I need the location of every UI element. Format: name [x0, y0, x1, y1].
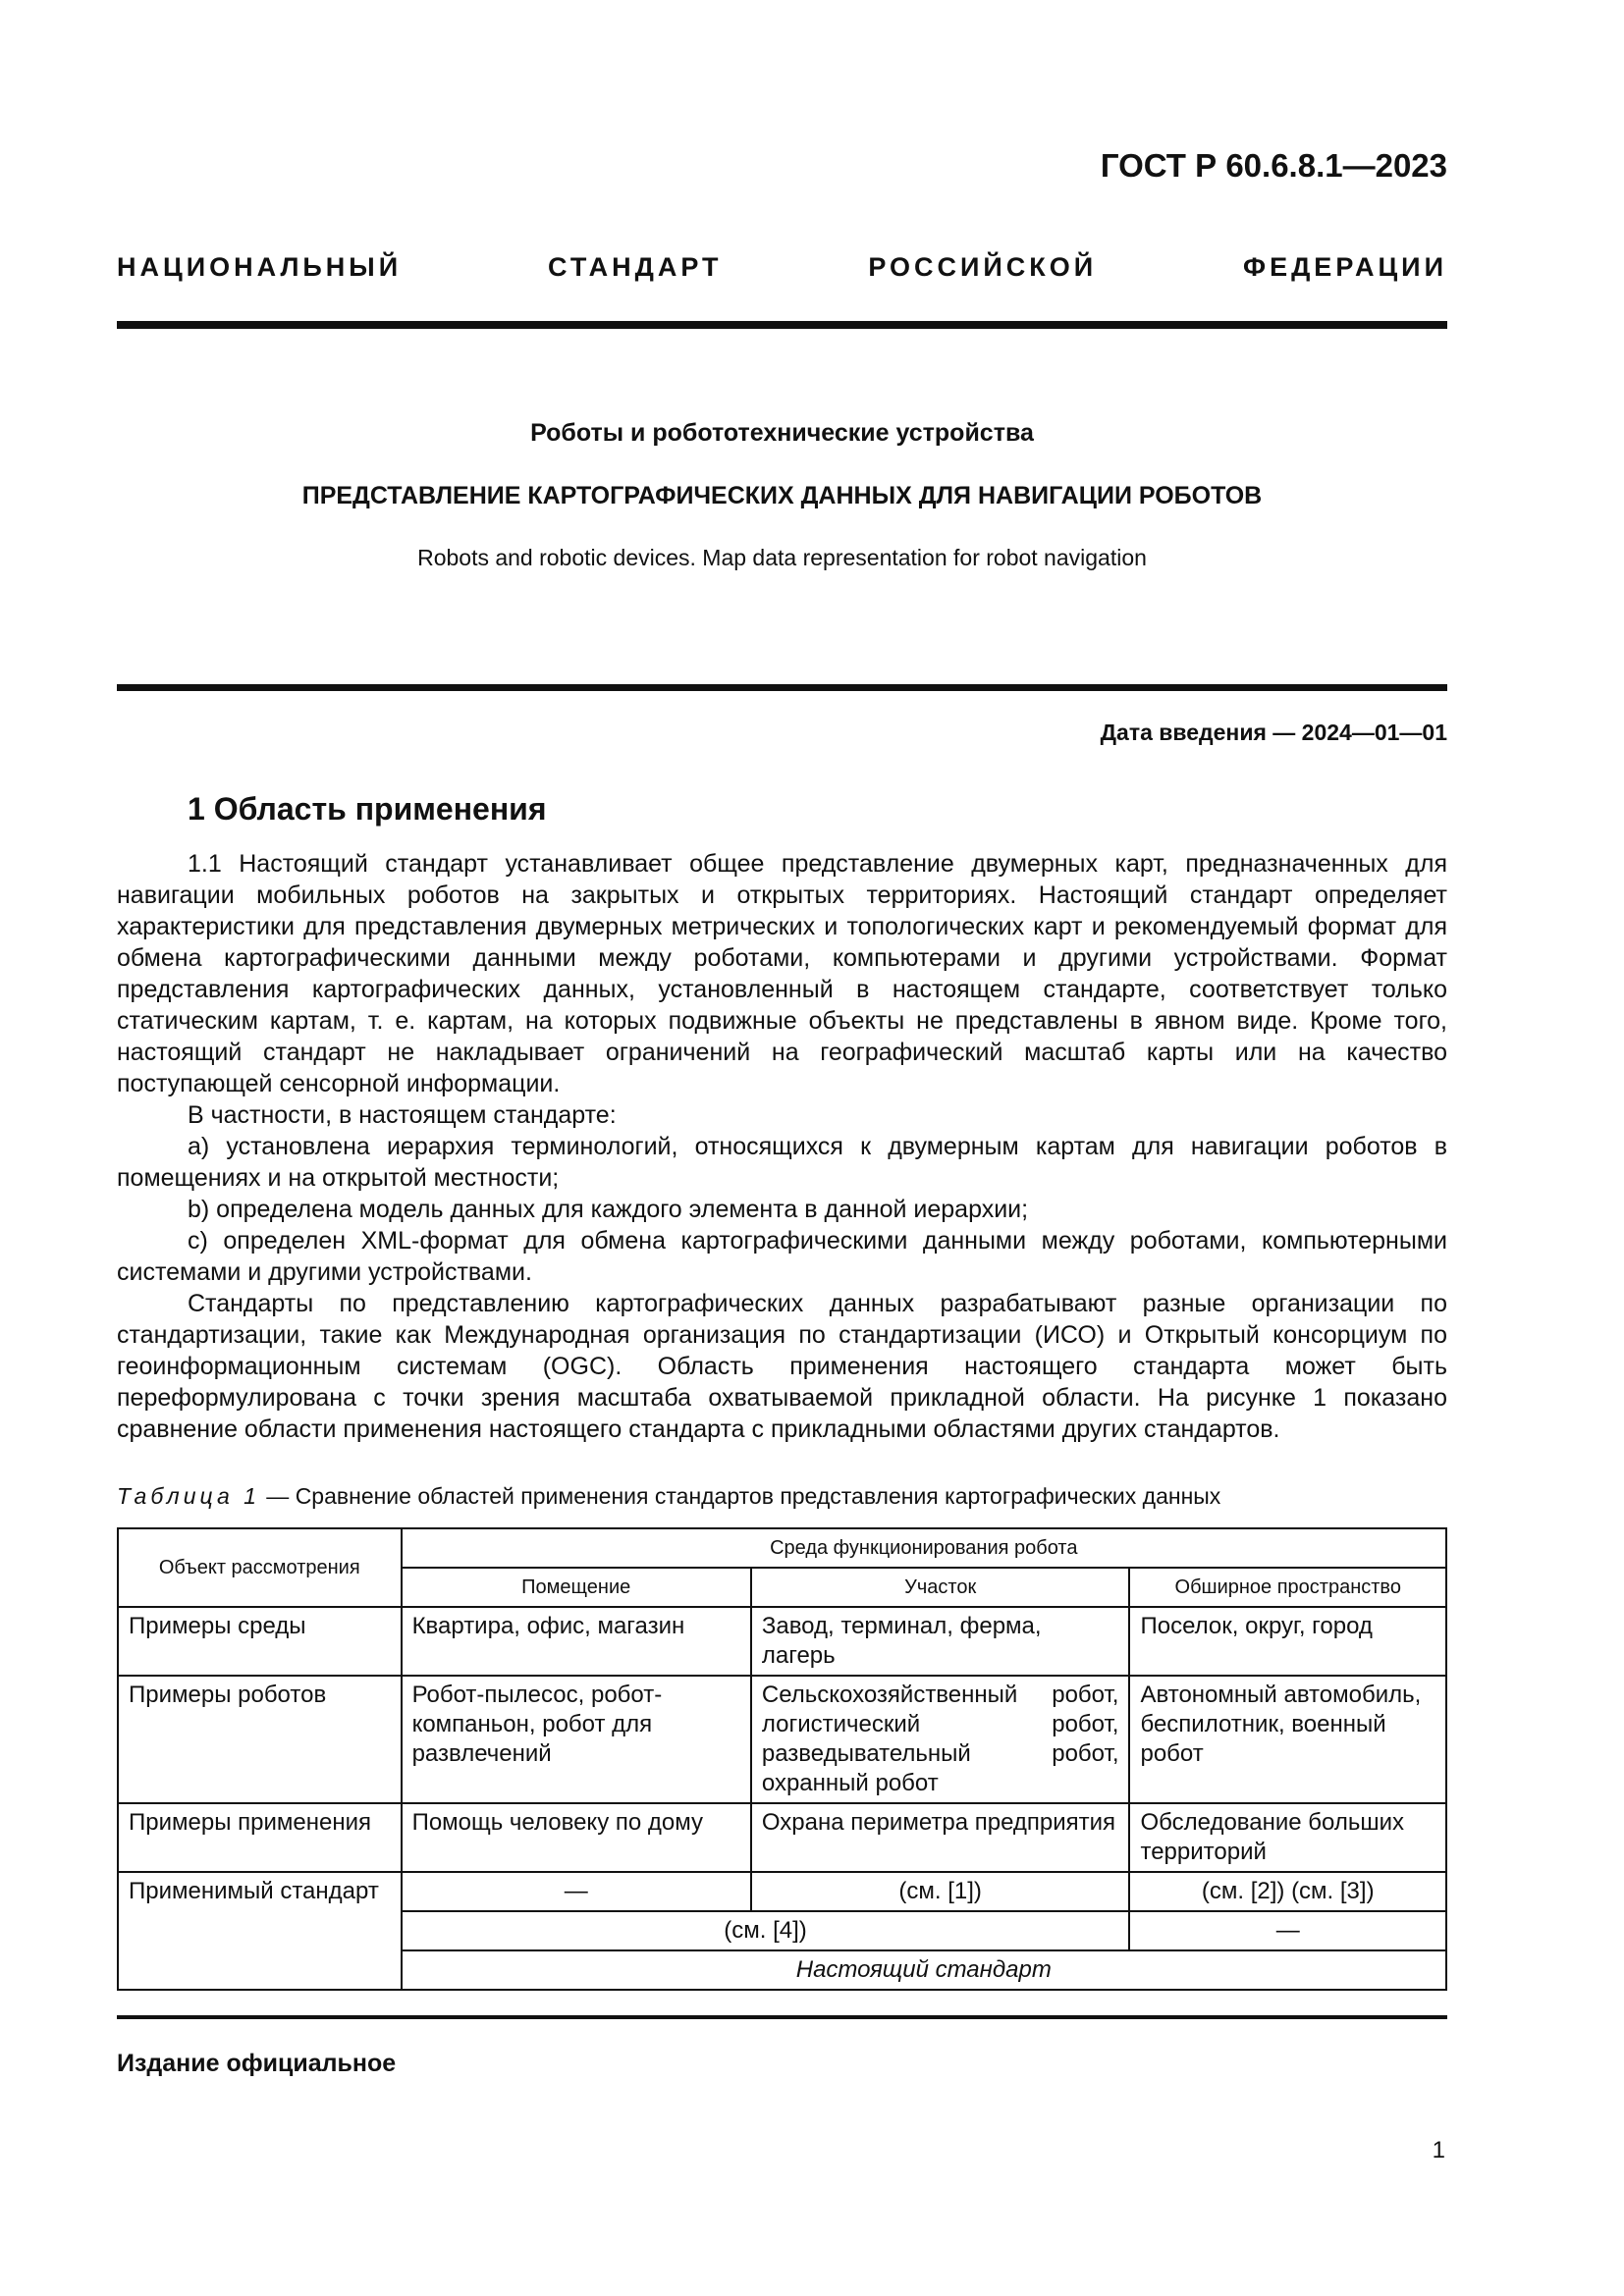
table-cell: Поселок, округ, город	[1129, 1607, 1446, 1676]
section-body	[117, 848, 1447, 1445]
comparison-table	[117, 1527, 1447, 1991]
table-cell: (см. [1])	[751, 1872, 1130, 1911]
table-row	[118, 1803, 1446, 1872]
table-cell: (см. [4])	[402, 1911, 1130, 1950]
introduction-date: Дата введения — 2024—01—01	[1100, 720, 1447, 745]
header-environment: Среда функционирования робота	[402, 1528, 1446, 1568]
table-caption	[117, 1483, 1220, 1510]
list-item-b: b) определена модель данных для каждого элемента в данной иерархии;	[188, 1196, 1029, 1223]
page-number: 1	[1432, 2137, 1445, 2163]
table-row	[118, 1676, 1446, 1803]
header-site: Участок	[751, 1568, 1130, 1607]
table-cell: Примеры применения	[118, 1803, 402, 1872]
table-cell: —	[1129, 1911, 1446, 1950]
top-rule	[117, 321, 1447, 329]
table-cell: Помощь человеку по дому	[402, 1803, 751, 1872]
gost-number: ГОСТ Р 60.6.8.1—2023	[1100, 147, 1447, 184]
table-cell: —	[402, 1872, 751, 1911]
table-header-row	[118, 1528, 1446, 1568]
table-caption-text: — Сравнение областей применения стандартов представления картографических данных	[259, 1483, 1221, 1509]
header-room: Помещение	[402, 1568, 751, 1607]
table-cell: Сельскохозяйственный робот, логистический робот, разведывательный робот, охранный робот	[751, 1676, 1130, 1803]
table-cell: Обследование больших территорий	[1129, 1803, 1446, 1872]
paragraph-other-standards: Стандарты по представлению картографических данных разрабатывают разные организации по стандартизации, такие как Международная организация по стандартизации (ИСО) и Открытый консорциум по геоинформационным системам (OGC). Область применения настоящего стандарта может быть переформулирована с точки зрения масштаба охватываемой прикладной области. На рисунке 1 показано сравнение области применения настоящего стандарта с прикладными областями других стандартов.	[117, 1290, 1447, 1443]
table-cell: Завод, терминал, ферма, лагерь	[751, 1607, 1130, 1676]
applicable-standard-label: Применимый стандарт	[118, 1872, 402, 1990]
standard-title-topic: Роботы и робототехнические устройства	[530, 419, 1034, 447]
standard-title-english: Robots and robotic devices. Map data representation for robot navigation	[417, 545, 1147, 570]
table-cell: Квартира, офис, магазин	[402, 1607, 751, 1676]
list-item-c: c) определен XML-формат для обмена картографическими данными между роботами, компьютерными системами и другими устройствами.	[117, 1227, 1447, 1286]
table-caption-label: Таблица 1	[117, 1483, 260, 1509]
table-cell: (см. [2]) (см. [3])	[1129, 1872, 1446, 1911]
table-cell: Охрана периметра предприятия	[751, 1803, 1130, 1872]
paragraph-1-1: 1.1 Настоящий стандарт устанавливает общее представление двумерных карт, предназначенных для навигации мобильных роботов на закрытых и открытых территориях. Настоящий стандарт определяет характеристики для представления двумерных метрических и топологических карт и рекомендуемый формат для обмена картографическими данными между роботами, компьютерами и другими устройствами. Формат представления картографических данных, установленный в настоящем стандарте, соответствует только статическим картам, т. е. картам, на которых подвижные объекты не представлены в явном виде. Кроме того, настоящий стандарт не накладывает ограничений на географический масштаб карты или на качество поступающей сенсорной информации.	[117, 850, 1447, 1097]
title-rule	[117, 684, 1447, 691]
footer-rule	[117, 2015, 1447, 2019]
header-object: Объект рассмотрения	[118, 1528, 402, 1607]
official-edition: Издание официальное	[117, 2050, 397, 2077]
list-item-a: a) установлена иерархия терминологий, относящихся к двумерным картам для навигации роботов в помещениях и на открытой местности;	[117, 1133, 1447, 1192]
section-heading: 1 Область применения	[188, 791, 547, 827]
national-standard-banner: НАЦИОНАЛЬНЫЙ СТАНДАРТ РОССИЙСКОЙ ФЕДЕРАЦИИ	[117, 252, 1447, 282]
header-wide-area: Обширное пространство	[1129, 1568, 1446, 1607]
table-cell: Настоящий стандарт	[402, 1950, 1446, 1990]
table-cell: Робот-пылесос, робот-компаньон, робот для развлечений	[402, 1676, 751, 1803]
table-cell: Примеры роботов	[118, 1676, 402, 1803]
table-cell: Автономный автомобиль, беспилотник, военный робот	[1129, 1676, 1446, 1803]
paragraph-intro-list: В частности, в настоящем стандарте:	[188, 1101, 617, 1129]
table-row	[118, 1607, 1446, 1676]
table-cell: Примеры среды	[118, 1607, 402, 1676]
table-row	[118, 1872, 1446, 1911]
standard-title-main: ПРЕДСТАВЛЕНИЕ КАРТОГРАФИЧЕСКИХ ДАННЫХ ДЛЯ НАВИГАЦИИ РОБОТОВ	[301, 482, 1263, 509]
